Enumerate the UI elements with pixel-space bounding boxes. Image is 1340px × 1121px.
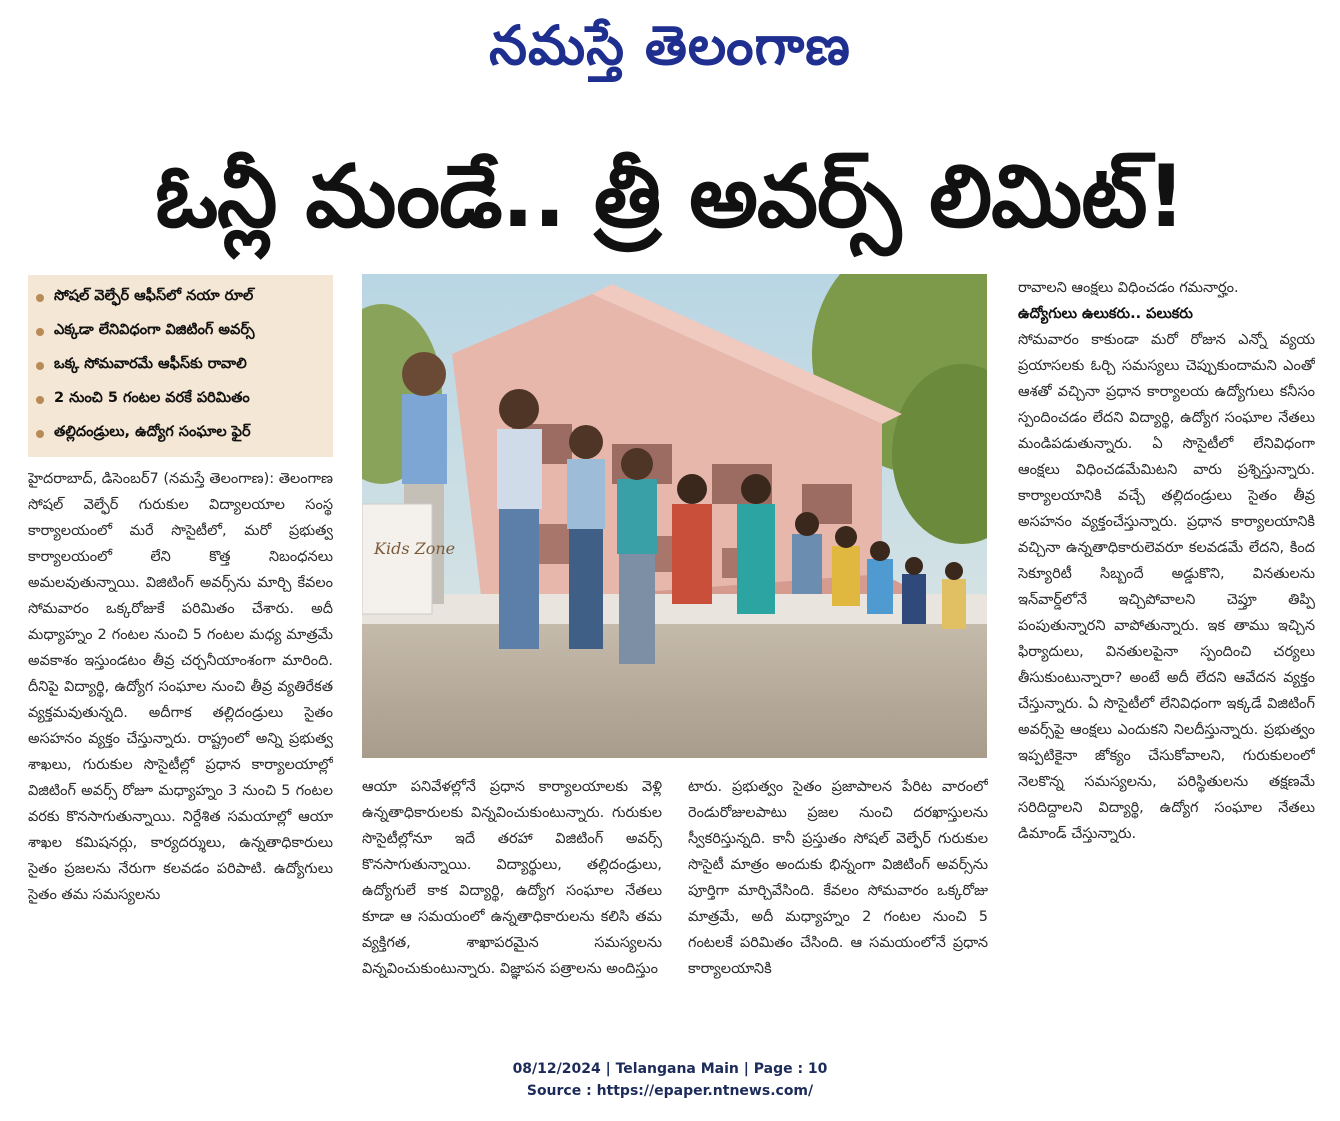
footer-date-line: 08/12/2024 | Telangana Main | Page : 10 <box>512 1061 828 1077</box>
highlight-item <box>36 383 329 417</box>
news-photo <box>362 274 987 758</box>
highlight-text: ఎక్కడా లేనివిధంగా విజిటింగ్ అవర్స్ <box>54 322 255 338</box>
bullet-icon <box>36 396 44 404</box>
article-text: టారు. ప్రభుత్వం సైతం ప్రజాపాలన పేరిట వారంలో రెండురోజులపాటు ప్రజల నుంచి దరఖాస్తులను స్వీకరిస్తున్నది. కానీ ప్రస్తుతం సోషల్ వెల్ఫేర్ గురుకుల సొసైటీ మాత్రం అందుకు భిన్నంగా విజిటింగ్ అవర్స్‌ను పూర్తిగా మార్చివేసింది. కేవలం సోమవారం ఒక్కరోజు మాత్రమే, అదీ మధ్యాహ్నం 2 గంటల నుంచి 5 గంటలకే పరిమితం చేసింది. ఆ సమయంలోనే ప్రధాన కార్యాలయానికి <box>688 779 988 977</box>
article-column-2 <box>362 774 662 1026</box>
masthead-title: నమస్తే తెలంగాణ <box>489 13 851 77</box>
highlight-text: 2 నుంచి 5 గంటల వరకే పరిమితం <box>54 390 250 406</box>
highlight-item <box>36 349 329 383</box>
article-text: ఆయా పనివేళల్లోనే ప్రధాన కార్యాలయాలకు వెళ్లి ఉన్నతాధికారులకు విన్నవించుకుంటున్నారు. గురుకుల సొసైటీల్లోనూ ఇదే తరహా విజిటింగ్ అవర్స్ కొనసాగుతున్నాయి. విద్యార్థులు, తల్లిదండ్రులు, ఉద్యోగులే కాక విద్యార్థి, ఉద్యోగ సంఘాల నేతలు కూడా ఆ సమయంలో ఉన్నతాధికారులను కలిసి తమ వ్యక్తిగత, శాఖాపరమైన సమస్యలను విన్నవించుకుంటున్నారు. విజ్ఞాపన పత్రాలను అందిస్తుం <box>362 779 662 977</box>
highlights-box <box>28 275 333 457</box>
photo-illustration <box>362 274 987 758</box>
article-text: సోమవారం కాకుండా మరో రోజున ఎన్నో వ్యయ ప్రయాసలకు ఓర్చి సమస్యలు చెప్పుకుందామని ఎంతో ఆశతో వచ్చినా ప్రధాన కార్యాలయ ఉద్యోగులు కనీసం స్పందించడం లేదని విద్యార్థి, ఉద్యోగ సంఘాల నేతలు మండిపడుతున్నారు. ఏ సొసైటీలో లేనివిధంగా ఆంక్షలు విధించడమేమిటని వారు ప్రశ్నిస్తున్నారు. కార్యాలయానికి వచ్చే తల్లిదండ్రులు సైతం తీవ్ర అసహనం వ్యక్తంచేస్తున్నారు. ప్రధాన కార్యాలయానికి వచ్చినా ఉన్నతాధికారులెవరూ కలవడమే లేదని, కింద సెక్యూరిటీ సిబ్బందే అడ్డుకొని, వినతులను ఇన్‌వార్డ్‌లోనే ఇచ్చిపోవాలని చెప్తూ తిప్పి పంపుతున్నారని వాపోతున్నారు. ఇక తాము ఇచ్చిన ఫిర్యాదులు, వినతులపైనా స్పందించి చర్యలు తీసుకుంటున్నారా? అంటే అదీ లేదని ఆవేదన వ్యక్తం చేస్తున్నారు. ఏ సొసైటీలో లేనివిధంగా ఇక్కడే విజిటింగ్ అవర్స్‌పై ఆంక్షలు ఎందుకని నిలదీస్తున్నారు. ప్రభుత్వం ఇప్పటికైనా జోక్యం చేసుకోవాలని, గురుకులంలో నెలకొన్న సమస్యలను, పరిస్థితులను తక్షణమే సరిదిద్దాలని విద్యార్థి, ఉద్యోగ సంఘాల నేతలు డిమాండ్ చేస్తున్నారు. <box>1018 332 1315 842</box>
article-text: రావాలని ఆంక్షలు విధించడం గమనార్హం. <box>1018 280 1239 296</box>
bullet-icon <box>36 328 44 336</box>
article-column-4 <box>1018 275 1315 1025</box>
highlight-text: తల్లిదండ్రులు, ఉద్యోగ సంఘాల ఫైర్ <box>54 424 251 440</box>
bag-print: Kids Zone <box>374 539 456 558</box>
bullet-icon <box>36 430 44 438</box>
highlight-item <box>36 281 329 315</box>
page-footer <box>0 1058 1340 1102</box>
bullet-icon <box>36 362 44 370</box>
article-text: హైదరాబాద్, డిసెంబర్7 (నమస్తే తెలంగాణ): తెలంగాణ సోషల్ వెల్ఫేర్ గురుకుల విద్యాలయాల సంస్థ కార్యాలయంలో మరే సొసైటీలో, మరో ప్రభుత్వ కార్యాలయంలో లేని కొత్త నిబంధనలు అమలవుతున్నాయి. విజిటింగ్ అవర్స్‌ను మార్చి కేవలం సోమవారం ఒక్కరోజుకే పరిమితం చేశారు. అదీ మధ్యాహ్నం 2 గంటల నుంచి 5 గంటల మధ్య మాత్రమే అవకాశం ఇస్తుండటం తీవ్ర చర్చనీయాంశంగా మారింది. దీనిపై విద్యార్థి, ఉద్యోగ సంఘాల నుంచి తీవ్ర వ్యతిరేకత వ్యక్తమవుతున్నది. అదీగాక తల్లిదండ్రులు సైతం అసహనం వ్యక్తం చేస్తున్నారు. రాష్ట్రంలో అన్ని ప్రభుత్వ శాఖలు, గురుకుల సొసైటీల్లో ప్రధాన కార్యాలయాల్లో విజిటింగ్ అవర్స్ రోజూ మధ్యాహ్నం 3 నుంచి 5 గంటల వరకు కొనసాగుతున్నాయి. నిర్దేశిత సమయాల్లో ఆయా శాఖల కమిషనర్లు, కార్యదర్శులు, ఉన్నతాధికారులు సైతం ప్రజలను నేరుగా కలవడం పరిపాటి. ఉద్యోగులు సైతం తమ సమస్యలను <box>28 471 333 903</box>
footer-source-line: Source : https://epaper.ntnews.com/ <box>526 1083 814 1099</box>
article-subheading: ఉద్యోగులు ఉలుకరు.. పలుకరు <box>1018 306 1193 322</box>
highlight-text: సోషల్ వెల్ఫేర్ ఆఫీస్‌లో నయా రూల్ <box>54 288 254 304</box>
highlight-item <box>36 417 329 451</box>
article-column-1 <box>28 466 333 1026</box>
headline: ఓన్లీ మండే.. త్రీ అవర్స్ లిమిట్! <box>155 147 1185 247</box>
highlight-item <box>36 315 329 349</box>
article-column-3 <box>688 774 988 1026</box>
bullet-icon <box>36 294 44 302</box>
highlight-text: ఒక్క సోమవారమే ఆఫీస్‌కు రావాలి <box>54 356 247 372</box>
